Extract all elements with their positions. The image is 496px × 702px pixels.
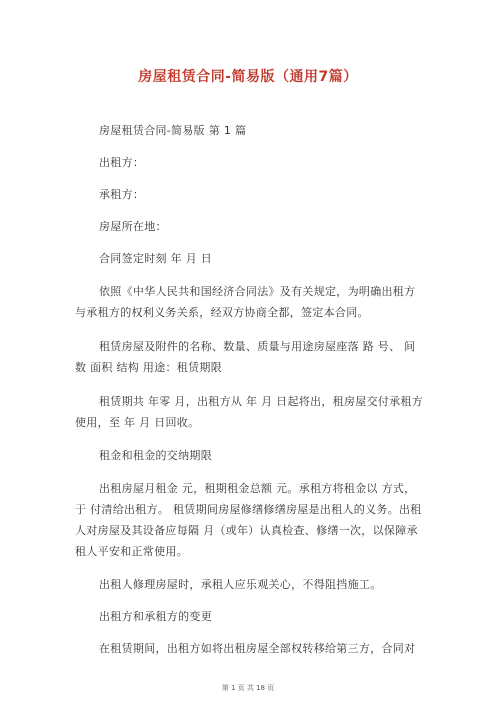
lessee-field: 承租方：: [99, 188, 145, 201]
change-heading: 出租方和承租方的变更: [99, 610, 212, 623]
repair-cooperation-paragraph: 出租人修理房屋时，承租人应乐观关心，不得阻挡施工。: [99, 578, 382, 591]
property-location-field: 房屋所在地：: [99, 220, 167, 233]
document-title: 房屋租赁合同-简易版（通用7篇）: [138, 69, 358, 85]
lease-term-paragraph: 租赁期共 年零 月，出租方从 年 月 日起将出，租房屋交付承租方使用，至 年 月 日回收。: [75, 395, 424, 429]
lessor-field: 出租方：: [99, 156, 145, 169]
signing-date-field: 合同签定时刻 年 月 日: [99, 252, 213, 265]
transfer-paragraph: 在租赁期间，出租方如将出租房屋全部权转移给第三方，合同对: [99, 642, 416, 655]
rent-paragraph: 出租房屋月租金 元，租期租金总额 元。承租方将租金以 方式，于 付清给出租方。 租赁期间房屋修缮修缮房屋是出租人的义务。出租人对房屋及其设备应每隔 月（或年）认真检查、修缮一次，以保障承租人平安和正常使用。: [75, 482, 422, 558]
page-footer: 第 1 页 共 18 页: [221, 684, 275, 692]
rent-heading: 租金和租金的交纳期限: [99, 449, 212, 462]
preamble-paragraph: 依照《中华人民共和国经济合同法》及有关规定，为明确出租方与承租方的权利义务关系，经双方协商全都，签定本合同。: [75, 285, 416, 319]
section-heading: 房屋租赁合同-简易版 第 1 篇: [99, 124, 247, 137]
property-details-paragraph: 租赁房屋及附件的名称、数量、质量与用途房屋座落 路 号、 间数 面积 结构 用途：租赁期限: [75, 340, 416, 374]
